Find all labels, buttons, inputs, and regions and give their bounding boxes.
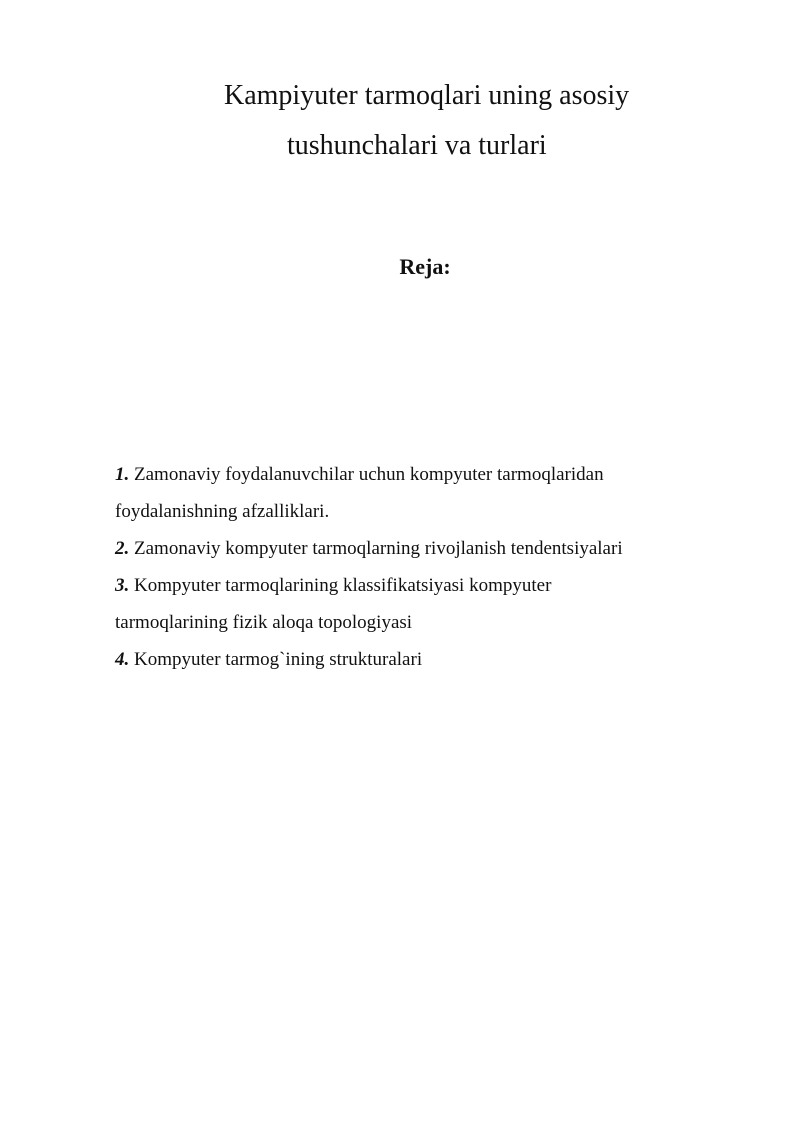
plan-item-1 xyxy=(115,456,735,493)
plan-list xyxy=(115,456,735,678)
plan-item-text: Kompyuter tarmog`ining strukturalari xyxy=(134,649,423,670)
plan-item-4 xyxy=(115,641,735,678)
plan-item-3 xyxy=(115,567,735,604)
document-title-line-1: Kampiyuter tarmoqlari uning asosiy xyxy=(224,80,630,111)
plan-heading: Reja: xyxy=(399,254,451,279)
plan-item-2 xyxy=(115,530,735,567)
document-title-line-2: tushunchalari va turlari xyxy=(287,130,547,161)
plan-item-number: 2. xyxy=(115,538,130,559)
plan-item-number: 4. xyxy=(115,649,130,670)
plan-item-continuation-text: tarmoqlarining fizik aloqa topologiyasi xyxy=(115,612,413,633)
plan-item-text: Zamonaviy foydalanuvchilar uchun kompyuter tarmoqlaridan xyxy=(134,464,604,485)
plan-item-continuation-text: foydalanishning afzalliklari. xyxy=(115,501,330,522)
plan-item-3-continuation xyxy=(115,604,735,641)
plan-item-number: 1. xyxy=(115,464,130,485)
plan-item-number: 3. xyxy=(115,575,130,596)
plan-item-text: Zamonaviy kompyuter tarmoqlarning rivojlanish tendentsiyalari xyxy=(134,538,623,559)
plan-item-1-continuation xyxy=(115,493,735,530)
plan-item-text: Kompyuter tarmoqlarining klassifikatsiyasi kompyuter xyxy=(134,575,552,596)
